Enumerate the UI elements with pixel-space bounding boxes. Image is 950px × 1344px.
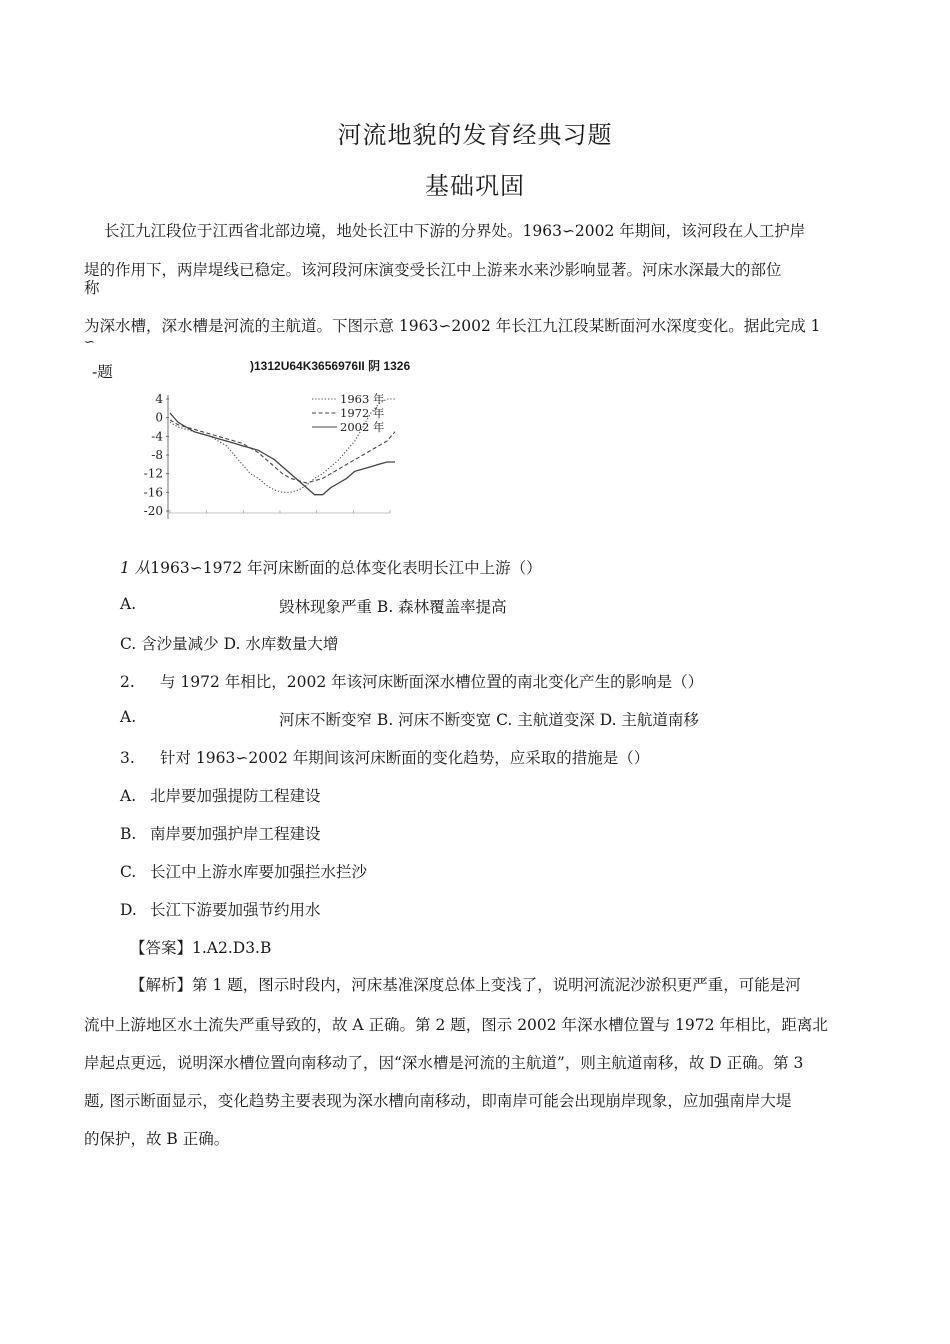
question-3-option-c	[120, 860, 367, 882]
question-1-number: 1 从	[120, 559, 151, 577]
intro-line-3b: ∽	[84, 335, 95, 350]
y-tick-label: 4	[155, 392, 163, 406]
analysis-line-1	[130, 975, 801, 995]
depth-chart	[130, 385, 430, 555]
analysis-line-5: 的保护，故 B 正确。	[84, 1130, 230, 1148]
intro-line-1: 长江九江段位于江西省北部边境，地处长江中下游的分界处。1963∽2002 年期间，该河段在人工护岸	[104, 222, 806, 240]
analysis-line-2: 流中上游地区水土流失严重导致的，故 A 正确。第 2 题，图示 2002 年深水槽位置与 1972 年相比，距离北	[84, 1016, 828, 1034]
y-tick-label: -8	[151, 448, 163, 462]
question-2	[120, 670, 703, 692]
question-3-number: 3.	[120, 749, 135, 767]
y-tick-label: 0	[155, 410, 163, 425]
intro-line-3: 为深水槽，深水槽是河流的主航道。下图示意 1963∽2002 年长江九江段某断面河水深度变化。据此完成 1	[84, 317, 821, 335]
option-text: 长江下游要加强节约用水	[150, 901, 321, 919]
answer-line: 【答案】1.A2.D3.B	[130, 939, 272, 957]
option-text: 长江中上游水库要加强拦水拦沙	[150, 863, 368, 881]
legend-label: 2002 年	[340, 420, 385, 434]
question-1-option-a-letter: A.	[120, 595, 137, 613]
question-3-stem: 针对 1963∽2002 年期间该河床断面的变化趋势，应采取的措施是（）	[160, 749, 650, 767]
question-2-stem: 与 1972 年相比，2002 年该河床断面深水槽位置的南北变化产生的影响是（）	[160, 673, 704, 691]
page-subtitle: 基础巩固	[425, 172, 525, 200]
legend-label: 1963 年	[340, 392, 385, 406]
question-2-options-line-1: 河床不断变窄 B. 河床不断变宽 C. 主航道变深 D. 主航道南移	[279, 711, 699, 729]
legend	[312, 392, 385, 434]
intro-line-4: -题	[92, 363, 113, 381]
chart-header: )1312U64K3656976II 阴 1326	[250, 359, 411, 373]
analysis-label: 【解析】	[130, 976, 193, 994]
legend-label: 1972 年	[340, 406, 385, 420]
y-tick-label: -12	[143, 466, 163, 481]
question-3-option-b	[120, 822, 321, 844]
question-1-options-line-1: 毁林现象严重 B. 森林覆盖率提高	[279, 598, 507, 616]
question-2-number: 2.	[120, 673, 135, 691]
analysis-line-4: 题, 图示断面显示，变化趋势主要表现为深水槽向南移动，即南岸可能会出现崩岸现象，应加强南岸大堤	[84, 1092, 792, 1110]
y-tick-label: -4	[151, 429, 163, 444]
option-text: 北岸要加强提防工程建设	[150, 787, 321, 805]
option-text: 南岸要加强护岸工程建设	[150, 825, 321, 843]
question-3	[120, 746, 649, 768]
question-1-stem: 1963∽1972 年河床断面的总体变化表明长江中上游（）	[150, 559, 542, 577]
question-2-option-a-letter: A.	[120, 708, 137, 726]
question-1-options-line-2: C. 含沙量减少 D. 水库数量大增	[120, 635, 339, 653]
question-3-option-d	[120, 898, 321, 920]
y-tick-label: -16	[143, 485, 163, 500]
intro-line-2b: 称	[84, 279, 100, 297]
option-letter: A.	[120, 787, 137, 805]
page-title: 河流地貌的发育经典习题	[337, 121, 613, 149]
analysis-line-3: 岸起点更远，说明深水槽位置向南移动了，因“深水槽是河流的主航道”，则主航道南移，故 D 正确。第 3	[84, 1054, 804, 1072]
y-tick-label: -20	[143, 504, 163, 518]
intro-line-2: 堤的作用下，两岸堤线已稳定。该河段河床演变受长江中上游来水来沙影响显著。河床水深最大的部位	[84, 261, 782, 279]
option-letter: B.	[120, 825, 137, 843]
option-letter: C.	[120, 863, 137, 881]
question-3-option-a	[120, 784, 321, 806]
option-letter: D.	[120, 901, 137, 919]
analysis-text-1: 第 1 题，图示时段内，河床基准深度总体上变浅了，说明河流泥沙淤积更严重，可能是河	[192, 976, 801, 994]
question-1	[120, 556, 542, 578]
